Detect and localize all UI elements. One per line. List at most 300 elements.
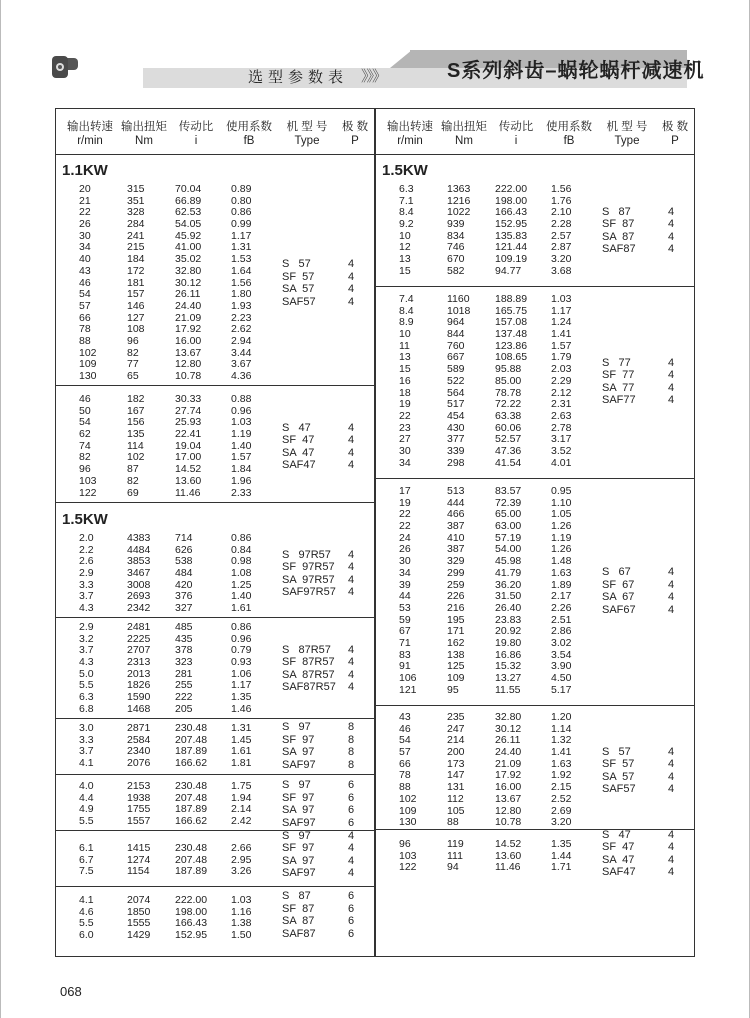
- ratio-cell: 54.00: [495, 543, 522, 556]
- header-en-0: r/min: [397, 135, 423, 147]
- ratio-cell: 108.65: [495, 351, 528, 364]
- page-edge-left: [0, 0, 1, 1018]
- ratio-cell: 222.00: [495, 183, 528, 195]
- service-factor-cell: 1.40: [231, 590, 252, 603]
- speed-cell: 22: [79, 206, 91, 219]
- service-factor-cell: 1.31: [231, 241, 252, 254]
- speed-cell: 102: [399, 792, 417, 805]
- header-en-4: Type: [614, 135, 640, 147]
- speed-cell: 7.4: [399, 293, 414, 305]
- service-factor-cell: 0.86: [231, 206, 252, 219]
- ratio-cell: 10.78: [495, 816, 522, 829]
- torque-cell: 1022: [447, 206, 471, 219]
- speed-cell: 2.9: [79, 621, 94, 633]
- service-factor-cell: 2.17: [551, 590, 572, 603]
- torque-cell: 3467: [127, 567, 151, 580]
- ratio-cell: 157.08: [495, 316, 528, 329]
- service-factor-cell: 4.36: [231, 370, 252, 382]
- torque-cell: 328: [127, 206, 145, 219]
- pole-count: 4: [668, 566, 675, 579]
- power-section-title: 1.5KW: [62, 511, 108, 528]
- service-factor-cell: 2.10: [551, 206, 572, 219]
- type-name: SF 77: [602, 369, 635, 382]
- torque-cell: 1429: [127, 929, 151, 942]
- speed-cell: 23: [399, 421, 411, 434]
- service-factor-cell: 1.92: [551, 769, 572, 782]
- torque-cell: 94: [447, 861, 459, 874]
- service-factor-cell: 2.66: [231, 842, 252, 854]
- type-name: SA 87R57: [282, 668, 335, 681]
- header-cn-5: 极 数: [341, 121, 369, 133]
- service-factor-cell: 1.41: [551, 746, 572, 759]
- service-factor-cell: 1.08: [231, 567, 252, 580]
- speed-cell: 30: [399, 444, 411, 457]
- torque-cell: 834: [447, 229, 465, 242]
- torque-cell: 2076: [127, 757, 151, 770]
- service-factor-cell: 3.20: [551, 253, 572, 266]
- type-name: SF 57: [282, 270, 315, 283]
- torque-cell: 564: [447, 386, 465, 399]
- ratio-cell: 30.12: [495, 722, 522, 735]
- torque-cell: 119: [447, 838, 464, 850]
- page-title: S系列斜齿–蜗轮蜗杆减速机: [447, 60, 705, 82]
- service-factor-cell: 0.99: [231, 218, 252, 231]
- service-factor-cell: 1.63: [551, 757, 572, 770]
- ratio-cell: 11.46: [495, 861, 521, 874]
- service-factor-cell: 3.52: [551, 444, 572, 457]
- type-name: SF 97: [282, 842, 315, 855]
- speed-cell: 20: [79, 183, 91, 195]
- ratio-cell: 198.00: [175, 905, 208, 918]
- service-factor-cell: 3.26: [231, 865, 252, 878]
- speed-cell: 18: [399, 386, 411, 399]
- table-header: [375, 108, 694, 155]
- torque-cell: 1363: [447, 183, 471, 195]
- speed-cell: 4.9: [79, 803, 94, 816]
- ratio-cell: 376: [175, 590, 193, 603]
- spec-group: [375, 155, 694, 287]
- service-factor-cell: 2.86: [551, 625, 572, 638]
- ratio-cell: 21.09: [495, 757, 522, 770]
- type-name: S 97: [282, 779, 311, 792]
- speed-cell: 66: [79, 311, 91, 324]
- type-name: SF 97R57: [282, 561, 335, 574]
- spec-group: [55, 887, 374, 956]
- ratio-cell: 32.80: [175, 264, 202, 277]
- ratio-cell: 24.40: [495, 746, 522, 759]
- service-factor-cell: 1.71: [551, 861, 572, 874]
- type-name: SAF97: [282, 867, 316, 880]
- service-factor-cell: 2.95: [231, 853, 252, 866]
- pole-count: 6: [348, 902, 355, 915]
- speed-cell: 40: [79, 253, 91, 266]
- service-factor-cell: 0.98: [231, 555, 252, 568]
- header-cn-0: 输出转速: [67, 121, 113, 133]
- speed-cell: 22: [399, 508, 411, 521]
- service-factor-cell: 1.26: [551, 543, 572, 556]
- header-cn-3: 使用系数: [546, 121, 592, 133]
- torque-cell: 844: [447, 328, 465, 341]
- service-factor-cell: 2.62: [231, 323, 252, 336]
- torque-cell: 112: [447, 792, 464, 805]
- speed-cell: 43: [79, 264, 91, 277]
- type-name: SA 77: [602, 381, 635, 394]
- service-factor-cell: 2.29: [551, 374, 572, 387]
- type-name: SA 47: [282, 446, 315, 459]
- speed-cell: 12: [399, 241, 411, 254]
- pole-count: 4: [348, 668, 355, 681]
- torque-cell: 2225: [127, 632, 151, 645]
- right-column: [375, 108, 694, 879]
- header-cn-4: 机 型 号: [606, 121, 648, 133]
- speed-cell: 130: [79, 370, 97, 382]
- header-en-1: Nm: [455, 135, 473, 147]
- ratio-cell: 23.83: [495, 613, 522, 626]
- torque-cell: 135: [127, 428, 145, 441]
- type-name: S 47: [282, 421, 311, 434]
- header-en-4: Type: [294, 135, 320, 147]
- ratio-cell: 187.89: [175, 803, 208, 816]
- ratio-cell: 35.02: [175, 253, 202, 266]
- speed-cell: 15: [399, 363, 411, 376]
- speed-cell: 4.3: [79, 656, 94, 669]
- ratio-cell: 152.95: [175, 929, 208, 942]
- torque-cell: 216: [447, 601, 465, 614]
- ratio-cell: 19.80: [495, 636, 522, 649]
- header-en-1: Nm: [135, 135, 153, 147]
- ratio-cell: 41.00: [175, 241, 202, 254]
- ratio-cell: 121.44: [495, 241, 528, 254]
- speed-cell: 22: [399, 409, 411, 422]
- pole-count: 4: [668, 591, 675, 604]
- ratio-cell: 538: [175, 555, 193, 568]
- ratio-cell: 188.89: [495, 293, 528, 305]
- pole-count: 4: [348, 681, 355, 694]
- service-factor-cell: 1.89: [551, 578, 572, 591]
- service-factor-cell: 1.35: [551, 838, 572, 850]
- ratio-cell: 166.62: [175, 815, 208, 828]
- type-name: SF 97: [282, 791, 315, 804]
- speed-cell: 67: [399, 625, 411, 638]
- type-name: SAF47: [282, 459, 316, 472]
- power-section-title: 1.1KW: [62, 162, 108, 179]
- pole-count: 4: [668, 603, 675, 616]
- torque-cell: 108: [127, 323, 145, 336]
- speed-cell: 39: [399, 578, 411, 591]
- ratio-cell: 15.32: [495, 660, 522, 673]
- pole-count: 6: [348, 915, 355, 928]
- speed-cell: 46: [399, 722, 411, 735]
- service-factor-cell: 2.69: [551, 804, 572, 817]
- torque-cell: 146: [127, 299, 145, 312]
- torque-cell: 259: [447, 578, 465, 591]
- spec-group: [55, 775, 374, 831]
- pole-count: 4: [668, 218, 675, 231]
- speed-cell: 78: [79, 323, 91, 336]
- service-factor-cell: 2.94: [231, 334, 252, 347]
- speed-cell: 121: [399, 683, 417, 696]
- pole-count: 4: [348, 548, 355, 561]
- ratio-cell: 135.83: [495, 229, 528, 242]
- ratio-cell: 78.78: [495, 386, 522, 399]
- torque-cell: 82: [127, 474, 139, 487]
- service-factor-cell: 1.96: [231, 474, 252, 487]
- speed-cell: 10: [399, 328, 411, 341]
- torque-cell: 95: [447, 683, 459, 696]
- ratio-cell: 26.11: [175, 288, 201, 301]
- torque-cell: 77: [127, 358, 139, 371]
- type-name: SAF47: [602, 866, 636, 879]
- speed-cell: 109: [79, 358, 97, 371]
- service-factor-cell: 1.03: [231, 416, 252, 429]
- service-factor-cell: 1.19: [231, 428, 252, 441]
- ratio-cell: 60.06: [495, 421, 522, 434]
- spec-group: [55, 618, 374, 719]
- spec-group: [55, 831, 374, 887]
- service-factor-cell: 0.79: [231, 644, 252, 657]
- type-name: SA 97: [282, 854, 315, 867]
- service-factor-cell: 2.87: [551, 241, 572, 254]
- ratio-cell: 16.00: [175, 334, 202, 347]
- torque-cell: 156: [127, 416, 145, 429]
- service-factor-cell: 1.56: [231, 276, 252, 289]
- pole-count: 8: [348, 758, 355, 771]
- service-factor-cell: 1.57: [551, 339, 572, 352]
- ratio-cell: 63.38: [495, 409, 522, 422]
- pole-count: 4: [348, 854, 355, 867]
- ratio-cell: 230.48: [175, 842, 208, 854]
- torque-cell: 172: [127, 264, 145, 277]
- torque-cell: 181: [127, 276, 145, 289]
- torque-cell: 1018: [447, 304, 471, 317]
- type-name: SF 47: [282, 434, 315, 447]
- ratio-cell: 17.92: [495, 769, 522, 782]
- service-factor-cell: 2.52: [551, 792, 572, 805]
- type-name: SF 87R57: [282, 656, 335, 669]
- ratio-cell: 485: [175, 621, 193, 633]
- pole-count: 4: [348, 459, 355, 472]
- ratio-cell: 187.89: [175, 865, 208, 878]
- torque-cell: 1557: [127, 815, 151, 828]
- torque-cell: 226: [447, 590, 465, 603]
- torque-cell: 171: [447, 625, 465, 638]
- service-factor-cell: 1.14: [551, 722, 572, 735]
- service-factor-cell: 1.48: [551, 555, 572, 568]
- speed-cell: 9.2: [399, 218, 414, 231]
- service-factor-cell: 0.84: [231, 543, 252, 556]
- torque-cell: 2074: [127, 894, 151, 906]
- torque-cell: 195: [447, 613, 465, 626]
- torque-cell: 387: [447, 520, 465, 533]
- speed-cell: 24: [399, 531, 411, 544]
- pole-count: 4: [668, 369, 675, 382]
- pole-count: 6: [348, 779, 355, 792]
- type-name: SA 67: [602, 591, 635, 604]
- speed-cell: 30: [399, 555, 411, 568]
- speed-cell: 3.3: [79, 733, 94, 746]
- service-factor-cell: 2.33: [231, 486, 252, 499]
- torque-cell: 1850: [127, 905, 151, 918]
- service-factor-cell: 3.17: [551, 433, 572, 446]
- torque-cell: 241: [127, 229, 145, 242]
- speed-cell: 30: [79, 229, 91, 242]
- service-factor-cell: 2.14: [231, 803, 252, 816]
- torque-cell: 2707: [127, 644, 151, 657]
- speed-cell: 3.7: [79, 590, 94, 603]
- service-factor-cell: 0.95: [551, 485, 572, 497]
- torque-cell: 182: [127, 393, 145, 405]
- service-factor-cell: 1.84: [231, 463, 252, 476]
- service-factor-cell: 0.96: [231, 632, 252, 645]
- ratio-cell: 13.60: [495, 849, 522, 862]
- ratio-cell: 31.50: [495, 590, 522, 603]
- torque-cell: 1555: [127, 917, 151, 930]
- service-factor-cell: 1.10: [551, 496, 572, 509]
- ratio-cell: 187.89: [175, 745, 208, 758]
- pole-count: 4: [348, 867, 355, 880]
- speed-cell: 57: [399, 746, 411, 759]
- ratio-cell: 45.98: [495, 555, 522, 568]
- ratio-cell: 72.22: [495, 398, 522, 411]
- ratio-cell: 109.19: [495, 253, 528, 266]
- service-factor-cell: 1.79: [551, 351, 572, 364]
- pole-count: 4: [348, 842, 355, 855]
- service-factor-cell: 3.90: [551, 660, 572, 673]
- type-name: S 97: [282, 721, 311, 734]
- service-factor-cell: 1.03: [231, 894, 252, 906]
- pole-count: 4: [668, 783, 675, 795]
- speed-cell: 4.0: [79, 780, 94, 792]
- service-factor-cell: 2.78: [551, 421, 572, 434]
- service-factor-cell: 2.15: [551, 781, 572, 794]
- service-factor-cell: 1.38: [231, 917, 252, 930]
- service-factor-cell: 3.68: [551, 264, 572, 277]
- ratio-cell: 13.67: [495, 792, 522, 805]
- ratio-cell: 222: [175, 691, 193, 704]
- torque-cell: 215: [127, 241, 145, 254]
- header-cn-5: 极 数: [661, 121, 689, 133]
- torque-cell: 315: [127, 183, 145, 195]
- speed-cell: 4.1: [79, 894, 94, 906]
- service-factor-cell: 0.86: [231, 532, 252, 544]
- pole-count: 4: [668, 205, 675, 218]
- spec-group: [375, 706, 694, 830]
- type-name: SAF87R57: [282, 681, 336, 694]
- speed-cell: 122: [399, 861, 417, 874]
- speed-cell: 13: [399, 351, 411, 364]
- speed-cell: 82: [79, 451, 91, 464]
- ratio-cell: 327: [175, 602, 193, 615]
- torque-cell: 1938: [127, 791, 151, 804]
- speed-cell: 19: [399, 496, 411, 509]
- service-factor-cell: 0.93: [231, 656, 252, 669]
- ratio-cell: 165.75: [495, 304, 528, 317]
- speed-cell: 96: [79, 463, 91, 476]
- service-factor-cell: 1.05: [551, 508, 572, 521]
- torque-cell: 2481: [127, 621, 151, 633]
- speed-cell: 106: [399, 672, 417, 684]
- section-label: 选型参数表: [248, 69, 349, 86]
- torque-cell: 131: [447, 781, 465, 794]
- ratio-cell: 166.62: [175, 757, 208, 770]
- pole-count: 4: [348, 295, 355, 308]
- type-name: S 57: [602, 745, 631, 758]
- service-factor-cell: 1.19: [551, 531, 572, 544]
- ratio-cell: 30.12: [175, 276, 202, 289]
- service-factor-cell: 3.02: [551, 636, 572, 649]
- speed-cell: 74: [79, 439, 91, 452]
- torque-cell: 109: [447, 672, 465, 684]
- torque-cell: 1826: [127, 679, 151, 692]
- torque-cell: 65: [127, 370, 139, 382]
- service-factor-cell: 4.50: [551, 672, 572, 684]
- torque-cell: 2693: [127, 590, 151, 603]
- speed-cell: 6.7: [79, 853, 94, 866]
- ratio-cell: 66.89: [175, 194, 202, 207]
- torque-cell: 284: [127, 218, 145, 231]
- ratio-cell: 21.09: [175, 311, 202, 324]
- torque-cell: 964: [447, 316, 465, 329]
- header-cn-4: 机 型 号: [286, 121, 328, 133]
- torque-cell: 147: [447, 769, 465, 782]
- torque-cell: 235: [447, 711, 465, 723]
- pole-count: 4: [348, 270, 355, 283]
- pole-count: 4: [668, 770, 675, 783]
- torque-cell: 466: [447, 508, 465, 521]
- page-number: 068: [60, 984, 82, 999]
- header-cn-3: 使用系数: [226, 121, 272, 133]
- speed-cell: 27: [399, 433, 411, 446]
- ratio-cell: 255: [175, 679, 193, 692]
- speed-cell: 26: [399, 543, 411, 556]
- pole-count: 4: [668, 578, 675, 591]
- speed-cell: 109: [399, 804, 417, 817]
- torque-cell: 2153: [127, 780, 151, 792]
- speed-cell: 19: [399, 398, 411, 411]
- ratio-cell: 11.46: [175, 486, 201, 499]
- service-factor-cell: 1.17: [231, 229, 252, 242]
- speed-cell: 5.5: [79, 815, 94, 828]
- ratio-cell: 70.04: [175, 183, 202, 195]
- type-name: SA 97: [282, 804, 315, 817]
- spec-group: [375, 287, 694, 479]
- service-factor-cell: 1.57: [231, 451, 252, 464]
- torque-cell: 105: [447, 804, 465, 817]
- pole-count: 6: [348, 791, 355, 804]
- torque-cell: 351: [127, 194, 145, 207]
- pole-count: 6: [348, 804, 355, 817]
- ratio-cell: 19.04: [175, 439, 202, 452]
- type-name: S 87: [602, 205, 631, 218]
- left-column: [55, 108, 374, 942]
- ratio-cell: 65.00: [495, 508, 522, 521]
- torque-cell: 102: [127, 451, 145, 464]
- service-factor-cell: 1.76: [551, 194, 572, 207]
- speed-cell: 13: [399, 253, 411, 266]
- ratio-cell: 11.55: [495, 683, 521, 696]
- ratio-cell: 207.48: [175, 853, 208, 866]
- pole-count: 4: [348, 446, 355, 459]
- type-name: SA 87: [602, 230, 635, 243]
- type-name: S 97R57: [282, 548, 331, 561]
- pole-count: 4: [348, 434, 355, 447]
- ratio-cell: 205: [175, 702, 193, 715]
- service-factor-cell: 3.54: [551, 648, 572, 661]
- torque-cell: 582: [447, 264, 465, 277]
- type-name: SA 57: [602, 770, 635, 783]
- ratio-cell: 16.86: [495, 648, 522, 661]
- ratio-cell: 36.20: [495, 578, 522, 591]
